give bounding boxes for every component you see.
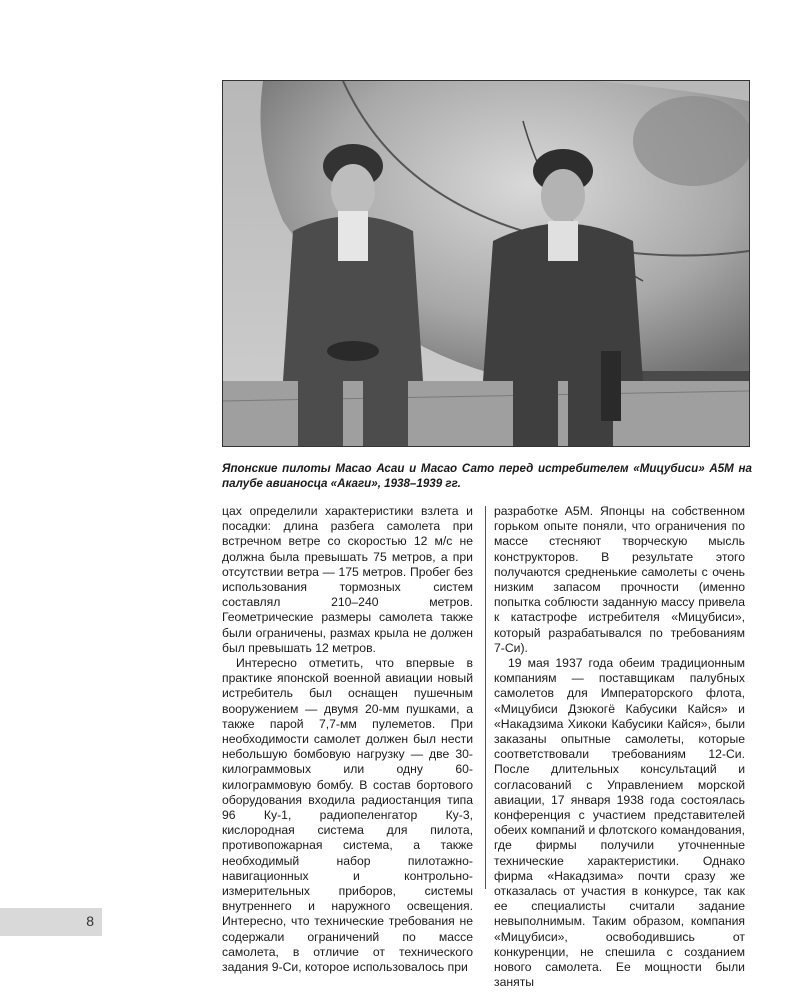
page-number-tab [0, 908, 102, 936]
paragraph: разработке А5М. Японцы на собственном горьком опыте поняли, что ограничения по массе стесняют творческую мысль конструкторов. В результате этого получаются средненькие самолеты с очень низким запасом прочности (именно попытка соблюсти заданную массу привела к катастрофе истребителя «Мицубиси», который разрабатывался по требованиям 7-Си). [494, 504, 745, 655]
text-column-left [222, 504, 473, 975]
paragraph: Интересно отметить, что впервые в практике японской военной авиации новый истребитель был оснащен пушечным вооружением — двумя 20-мм пушками, а также парой 7,7-мм пулеметов. При необходимости самолет должен был нести небольшую бомбовую нагрузку — две 30-килограммовых или одну 60-килограммовую бомбу. В состав бортового оборудования входила радиостанция типа 96 Ку-1, радиопеленгатор Ку-3, кислородная система для пилота, противопожарная система, а также необходимый набор пилотажно-навигационных и контрольно-измерительных приборов, системы внутреннего и наружного освещения. Интересно, что технические требования не содержали ограничений по массе самолета, в отличие от технического задания 9-Си, которое использовалось при [222, 656, 473, 975]
paragraph: цах определили характеристики взлета и посадки: длина разбега самолета при встречном ветре со скоростью 12 м/с не должна была превышать 75 метров, а при отсутствии ветра — 175 метров. Пробег без использования тормозных систем составлял 210–240 метров. Геометрические размеры самолета также были ограничены, размах крыла не должен был превышать 12 метров. [222, 504, 473, 655]
page-number: 8 [86, 913, 94, 929]
paragraph: 19 мая 1937 года обеим традиционным компаниям — поставщикам палубных самолетов для Императорского флота, «Мицубиси Дзюкогё Кабусики Кайся» и «Накадзима Хикоки Кабусики Кайся», были заказаны опытные самолеты, которые соответствовали требованиям 12-Си. После длительных консультаций и согласований с Управлением морской авиации, 17 января 1938 года состоялась конференция с участием представителей обеих компаний и флотского командования, где фирмы получили уточненные технические характеристики. Однако фирма «Накадзима» почти сразу же отказалась от участия в конкурсе, так как ее специалисты считали задание невыполнимым. Таким образом, компания «Мицубиси», освободившись от конкуренции, не спешила с созданием нового самолета. Ее мощности были заняты [494, 656, 745, 990]
photo-pilots-icon [223, 81, 749, 446]
photo-caption: Японские пилоты Масао Асаи и Масао Сато перед истребителем «Мицубиси» А5М на палубе авианосца «Акаги», 1938–1939 гг. [222, 462, 752, 490]
pilots-photo [222, 80, 750, 447]
column-divider [485, 506, 486, 889]
text-column-right [494, 504, 745, 991]
